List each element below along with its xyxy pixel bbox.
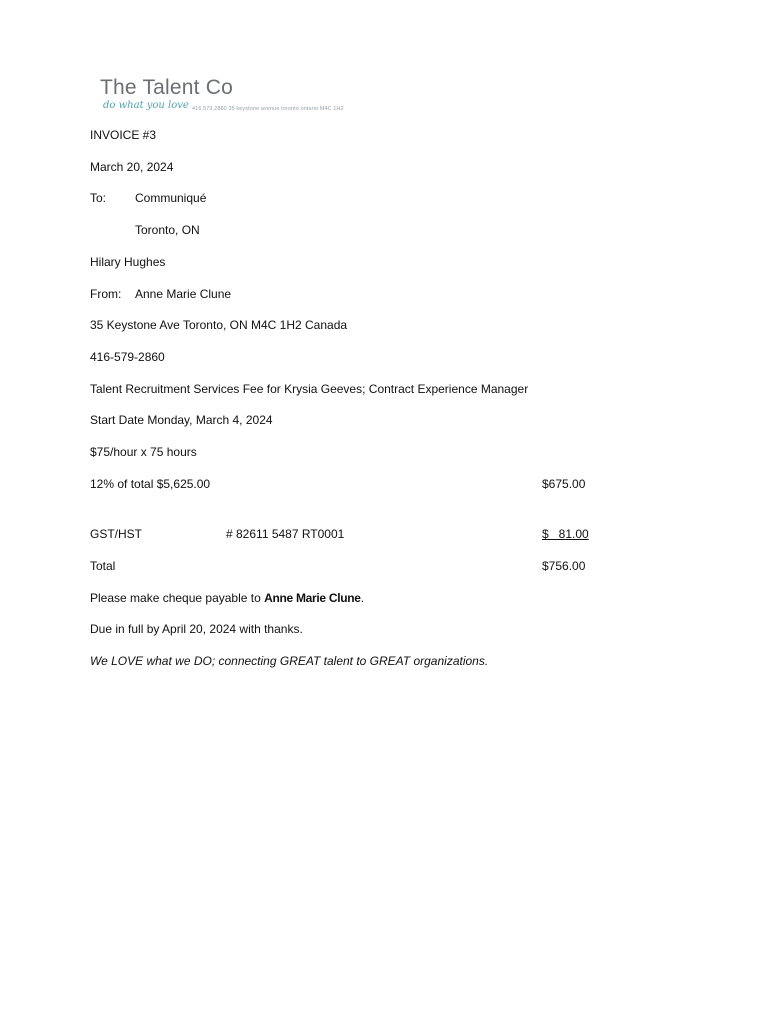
payable-instruction [90, 591, 364, 605]
payable-suffix: . [360, 591, 365, 605]
company-motto: We LOVE what we DO; connecting GREAT talent to GREAT organizations. [90, 654, 489, 668]
contact-name: Hilary Hughes [90, 255, 166, 269]
logo-company-name: The Talent Co [100, 76, 233, 99]
to-row [90, 191, 206, 205]
to-location: Toronto, ON [135, 223, 200, 237]
hourly-rate: $75/hour x 75 hours [90, 445, 197, 459]
to-name: Communiqué [135, 191, 207, 205]
from-label: From: [90, 287, 122, 301]
phone-number: 416-579-2860 [90, 350, 165, 364]
from-address: 35 Keystone Ave Toronto, ON M4C 1H2 Canada [90, 318, 348, 332]
logo-tagline: do what you love [103, 100, 189, 111]
from-row [90, 287, 231, 301]
from-name: Anne Marie Clune [135, 287, 232, 301]
logo-address: 416.579.2860 35 keystone avenue toronto ontario M4C 1H2 [192, 106, 344, 112]
payable-name: Anne Marie Clune [264, 591, 361, 605]
fee-label: 12% of total $5,625.00 [90, 477, 211, 491]
tax-number: # 82611 5487 RT0001 [226, 527, 345, 541]
payable-prefix: Please make cheque payable to [90, 591, 265, 605]
total-label: Total [90, 559, 116, 573]
fee-amount: $675.00 [542, 477, 586, 491]
invoice-number: INVOICE #3 [90, 128, 157, 142]
tax-amount: $ 81.00 [542, 527, 589, 541]
invoice-date: March 20, 2024 [90, 160, 174, 174]
start-date: Start Date Monday, March 4, 2024 [90, 413, 273, 427]
to-label: To: [90, 191, 107, 205]
due-date-note: Due in full by April 20, 2024 with thanks. [90, 622, 303, 636]
total-amount: $756.00 [542, 559, 586, 573]
tax-label: GST/HST [90, 527, 143, 541]
service-description: Talent Recruitment Services Fee for Krysia Geeves; Contract Experience Manager [90, 382, 529, 396]
company-logo [100, 76, 390, 120]
